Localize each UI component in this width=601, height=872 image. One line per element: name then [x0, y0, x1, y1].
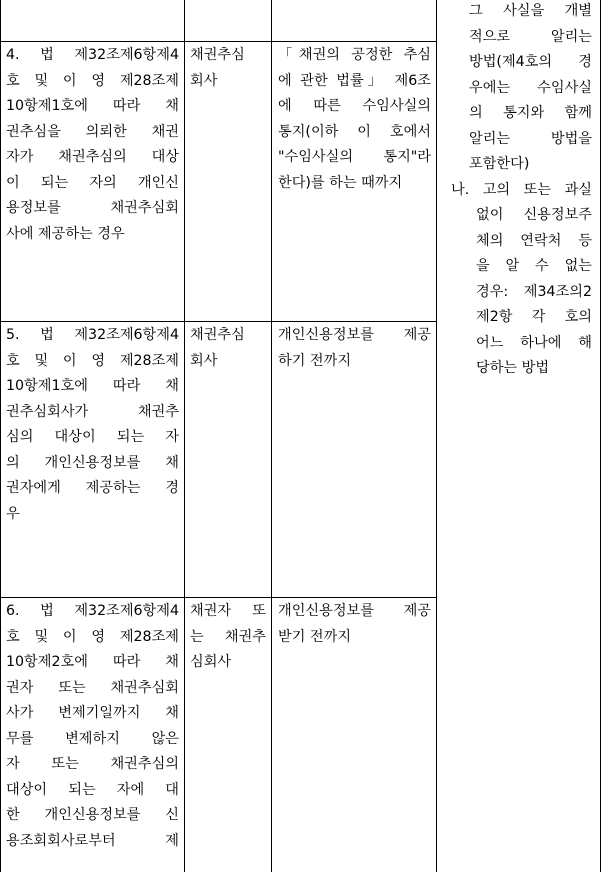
table-rule — [0, 597, 437, 598]
cell-timing: 개인신용정보를 제공 받기 전까지 — [278, 603, 431, 645]
cell-obligor: 채권추심 회사 — [190, 47, 245, 89]
table-rule — [0, 0, 1, 872]
cell-condition: 6. 법 제32조제6항제4 호 및 이 영 제28조제 10항제2호에 따라 채 권자 또는 채권추심회 사가 변제기일까지 채 무를 변제하지 않은 자 또는 채권추심의 대상이 되는 자에 대 한 개인신용정보를 신 용조회회사로부터 제 — [6, 603, 179, 849]
cell-obligor: 채권자 또 는 채권추 심회사 — [190, 603, 266, 670]
table-rule — [271, 0, 272, 872]
table-rule — [184, 0, 185, 872]
table-rule — [0, 321, 437, 322]
cell-timing: 「채권의 공정한 추심 에 관한 법률」 제6조 에 따른 수임사실의 통지(이하 이 호에서 "수임사실의 통지"라 한다)를 하는 때까지 — [278, 47, 431, 191]
table-rule — [436, 0, 437, 872]
cell-timing: 개인신용정보를 제공 하기 전까지 — [278, 327, 431, 369]
cell-condition: 5. 법 제32조제6항제4 호 및 이 영 제28조제 10항제1호에 따라 채 권추심회사가 채권추 심의 대상이 되는 자 의 개인신용정보를 채 권자에게 제공하는 경 우 — [6, 327, 179, 522]
cell-condition: 4. 법 제32조제6항제4 호 및 이 영 제28조제 10항제1호에 따라 채 권추심을 의뢰한 채권 자가 채권추심의 대상 이 되는 자의 개인신 용정보를 채권추심회 사에 제공하는 경우 — [6, 47, 179, 242]
cell-notification-method: 그 사실을 개별 적으로 알리는 방법(제4호의 경 우에는 수임사실 의 통지와 함께 알리는 방법을 포함한다) 나. 고의 또는 과실 없이 신용정보주 체의 연락처 등 을 알 수 없는 경우: 제34조의2 제2항 각 호의 어느 하나에 해 당하는 방법 — [451, 3, 592, 376]
table-rule — [0, 41, 437, 42]
cell-obligor: 채권추심 회사 — [190, 327, 245, 369]
